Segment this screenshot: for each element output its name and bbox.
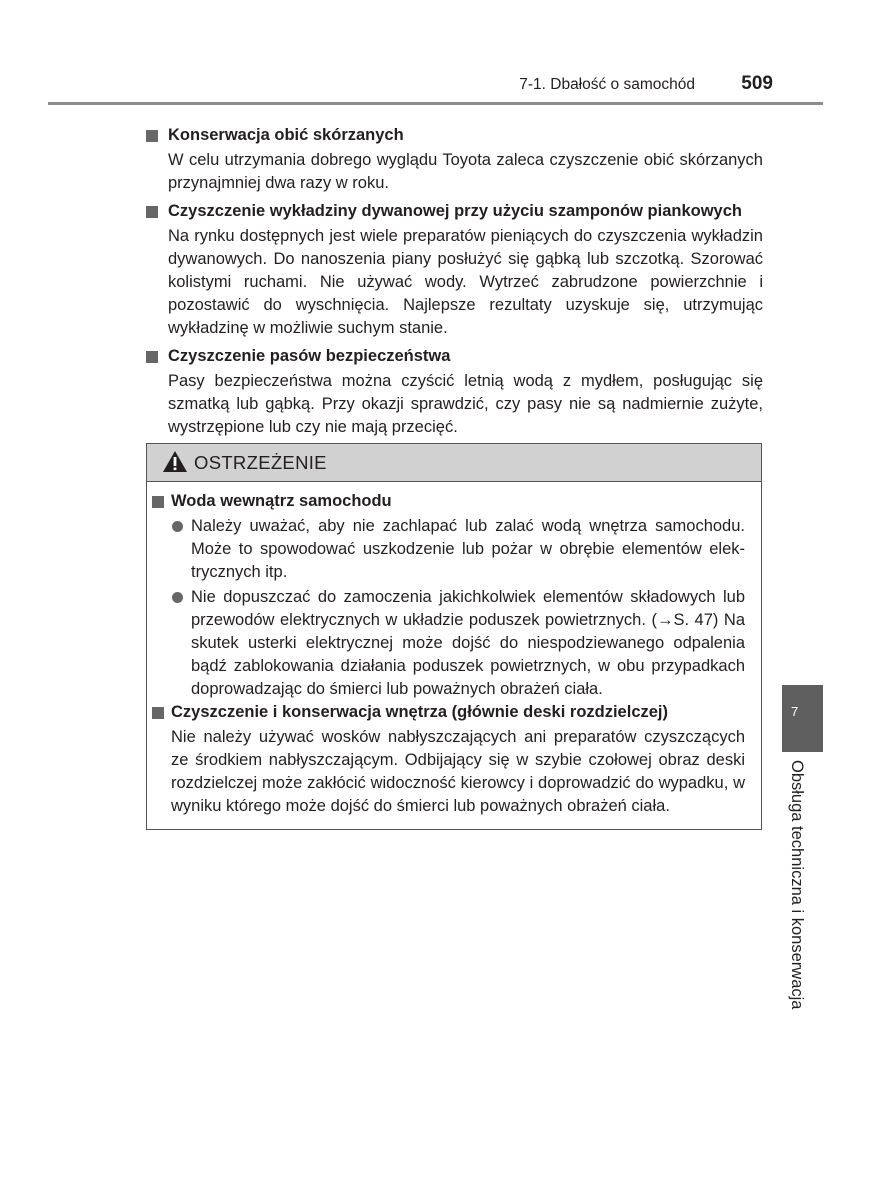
warning-bullet-item: Należy uważać, aby nie zachlapać lub zalać wodą wnętrza samochodu. Może to spowodować uszkodzenie lub pożar w obrębie elementów elektrycznych itp.: [152, 515, 745, 584]
warning-body: [147, 482, 761, 818]
page-number: 509: [741, 73, 773, 94]
main-content: [146, 124, 763, 444]
chapter-side-label: Obsługa techniczna i konserwacja: [788, 760, 806, 1010]
chapter-tab: [782, 685, 823, 752]
chapter-number: 7: [791, 704, 799, 719]
warning-title: OSTRZEŻENIE: [194, 452, 327, 473]
square-bullet-icon: [146, 130, 158, 142]
round-bullet-icon: [172, 521, 183, 532]
square-bullet-icon: [146, 351, 158, 363]
section-heading-leather: Konserwacja obić skórzanych: [146, 124, 763, 147]
warning-header: [147, 444, 761, 482]
section-text-seatbelts: Pasy bezpieczeństwa można czyścić letnią wodą z mydłem, posługując się szmatką lub gąbką. Przy okazji sprawdzić, czy pasy nie są nadmiernie zużyte, wystrzępione lub czy nie mają przecięć.: [168, 372, 763, 436]
square-bullet-icon: [152, 496, 164, 508]
warning-heading-water: Woda wewnątrz samochodu: [152, 490, 745, 513]
section-text-carpet: Na rynku dostępnych jest wiele preparatów pieniących do czyszczenia wykładzin dywanowych. Do nanoszenia piany posłużyć się gąbką lub szczotką. Szorować kolistymi ruchami. Nie używać wody. Wytrzeć zabrudzone powierzchnie i pozostawić do wyschnięcia. Najlepsze rezultaty uzyskuje się, utrzymując wykładzinę w możliwie suchym stanie.: [168, 227, 763, 337]
header-divider: [48, 102, 823, 105]
section-text-leather: W celu utrzymania dobrego wyglądu Toyota zaleca czyszczenie obić skórzanych przynajmniej dwa razy w roku.: [168, 151, 763, 192]
warning-text-dashboard: Nie należy używać wosków nabłyszczających ani preparatów czyszczących ze środkiem nabłyszczającym. Odbijający się w szybie czołowej obraz deski rozdzielczej może zakłócić widoczność kierowcy i doprowadzić do wypadku, w wyniku którego może dojść do śmierci lub poważnych obrażeń ciała.: [171, 728, 745, 815]
warning-bullet-item: Nie dopuszczać do zamoczenia jakichkolwiek elementów składowych lub przewodów elektrycznych w układzie poduszek powietrznych. (→S. 47) Na skutek usterki elektrycznej może dojść do niespodziewanego odpalenia bądź zablokowania działania poduszek powietrznych, w obu przypadkach doprowadzając do śmierci lub poważnych obrażeń ciała.: [152, 586, 745, 701]
warning-triangle-icon: [162, 450, 188, 473]
square-bullet-icon: [146, 206, 158, 218]
warning-box: [146, 443, 762, 830]
square-bullet-icon: [152, 707, 164, 719]
warning-heading-dashboard: Czyszczenie i konserwacja wnętrza (głównie deski rozdzielczej): [152, 701, 745, 724]
section-heading-seatbelts: Czyszczenie pasów bezpieczeństwa: [146, 345, 763, 368]
round-bullet-icon: [172, 592, 183, 603]
section-heading-carpet: Czyszczenie wykładziny dywanowej przy użyciu szamponów piankowych: [146, 200, 763, 223]
chapter-title: 7-1. Dbałość o samochód: [519, 76, 695, 93]
